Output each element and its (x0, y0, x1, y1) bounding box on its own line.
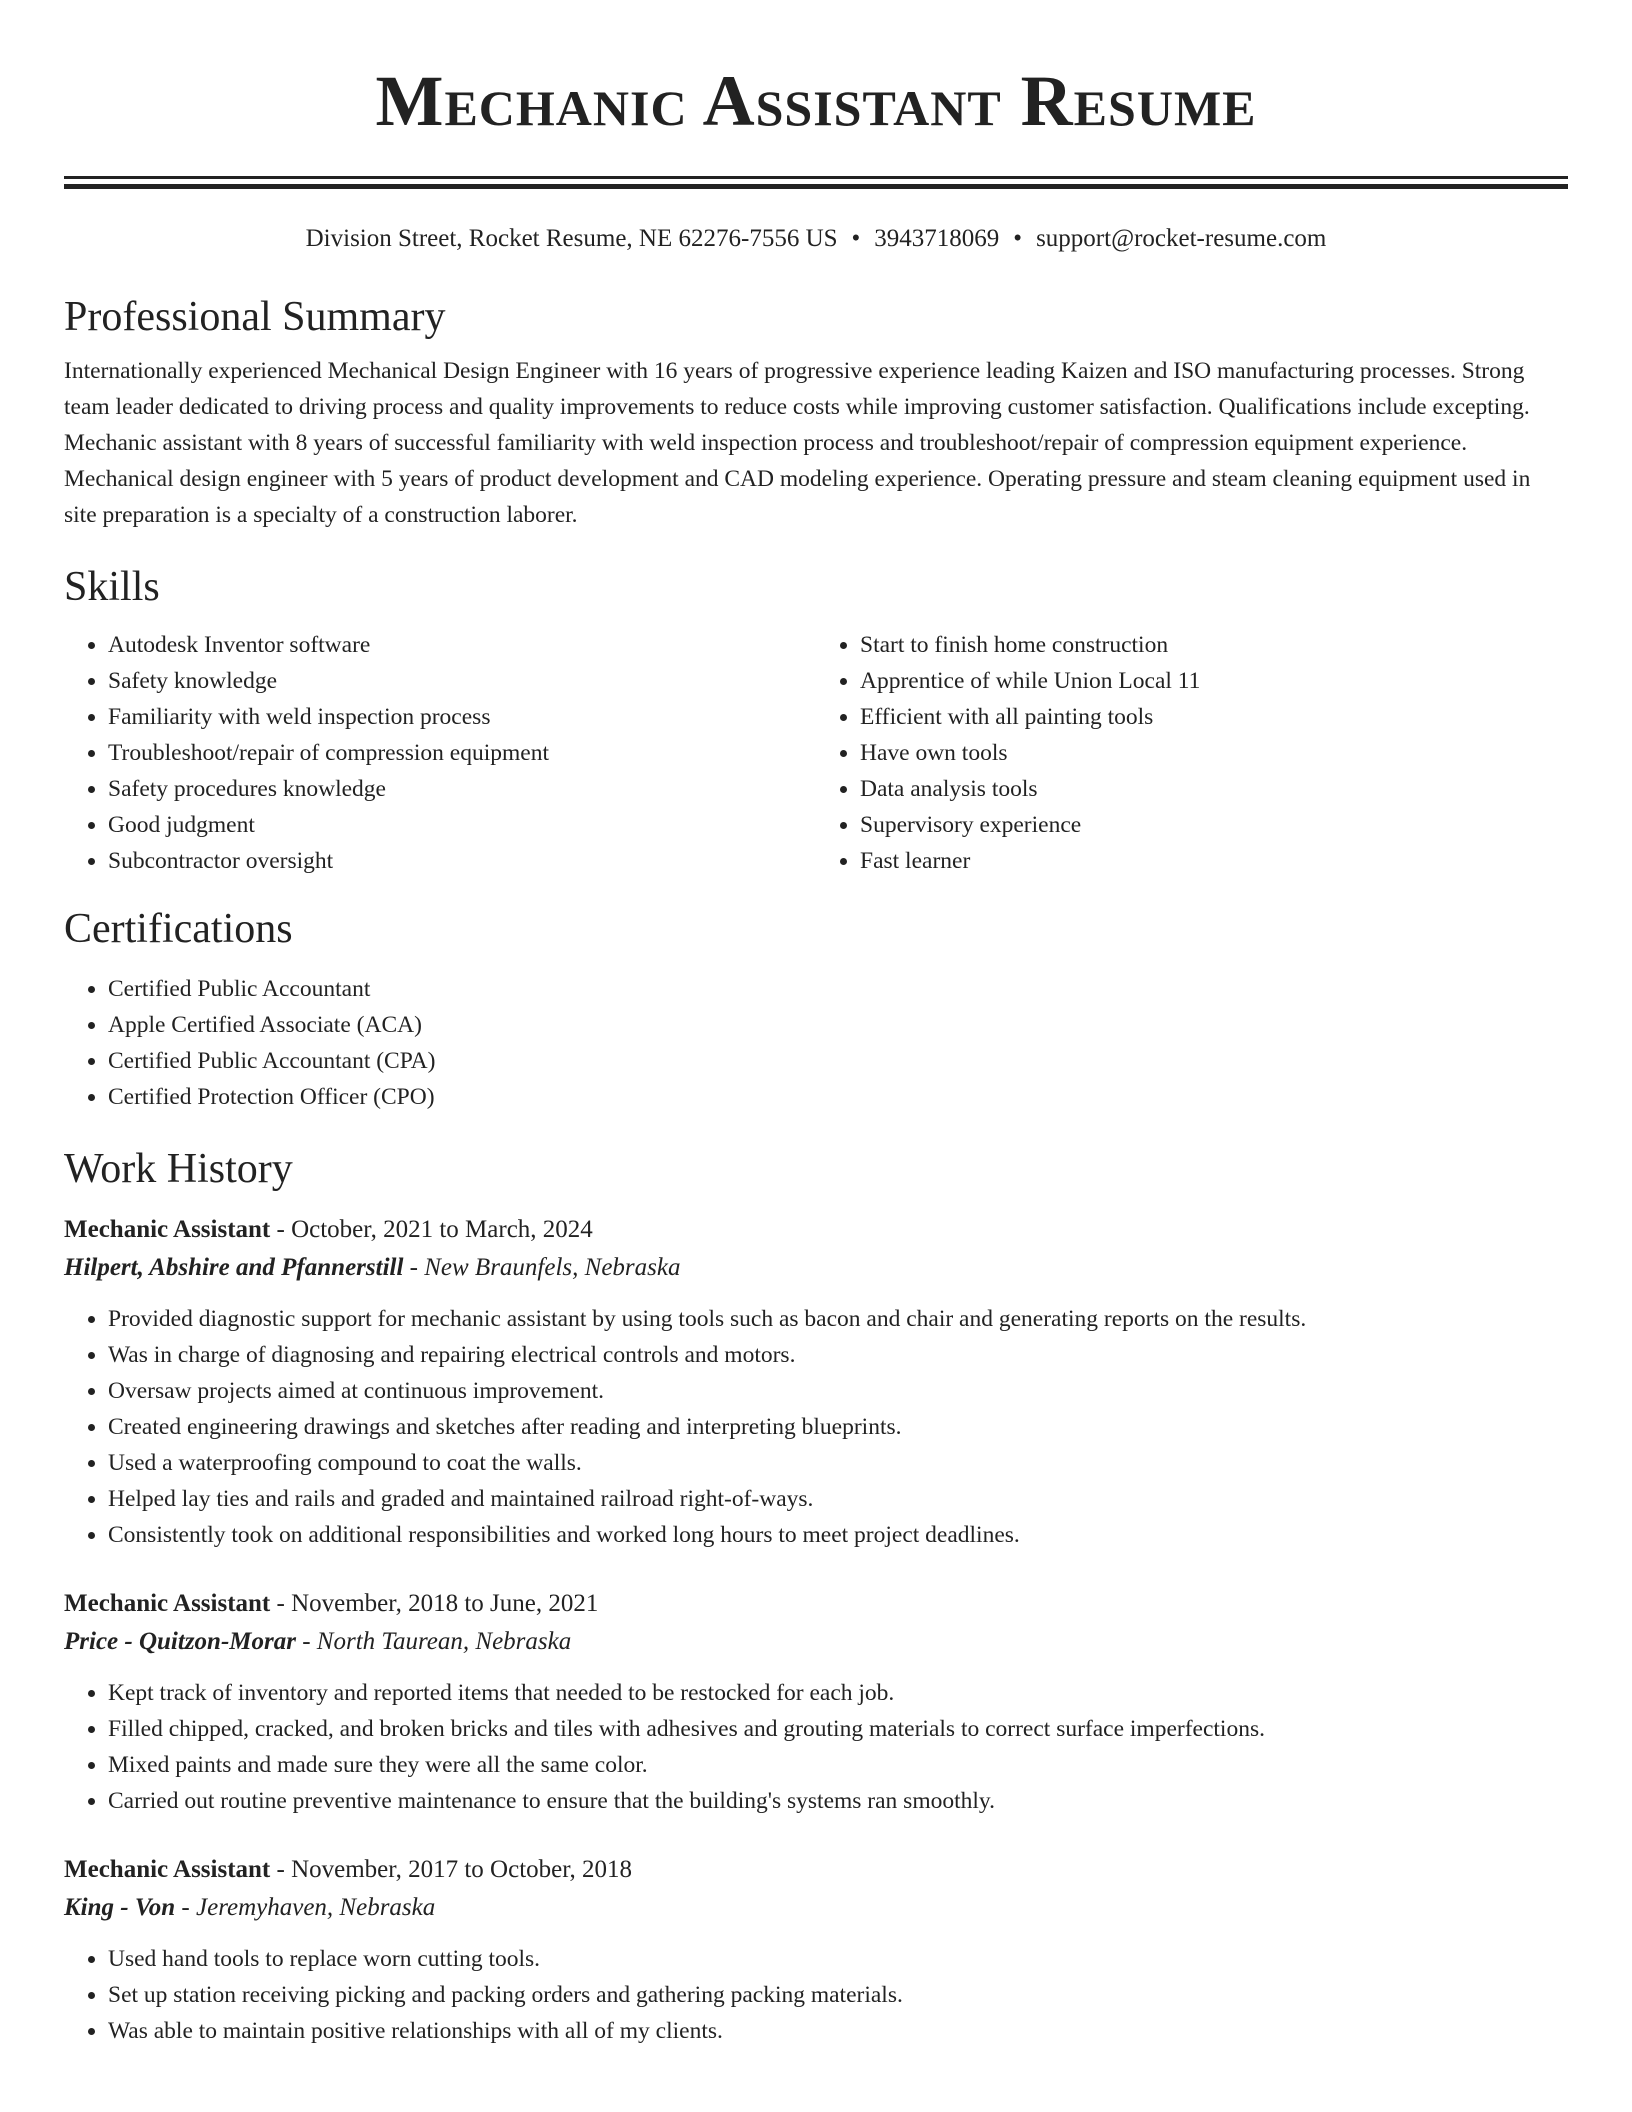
job-title: Mechanic Assistant (64, 1856, 271, 1883)
work-history-section (64, 1143, 1568, 2049)
job-bullet: • Kept track of inventory and reported items that needed to be restocked for each job. (108, 1675, 1568, 1711)
job-title-line (64, 1585, 1568, 1623)
skill-item: • Autodesk Inventor software (108, 627, 816, 663)
certifications-section (64, 903, 1568, 1115)
certification-item: • Apple Certified Associate (ACA) (108, 1007, 1568, 1043)
skill-item: • Fast learner (860, 843, 1568, 879)
job-bullet: • Helped lay ties and rails and graded and maintained railroad right-of-ways. (108, 1481, 1568, 1517)
job-bullet: • Was able to maintain positive relationships with all of my clients. (108, 2013, 1568, 2049)
certification-item: • Certified Public Accountant (108, 971, 1568, 1007)
job-company-line (64, 1889, 1568, 1927)
skill-item: • Safety procedures knowledge (108, 771, 816, 807)
job-bullets (64, 1301, 1568, 1553)
job-bullet: • Used hand tools to replace worn cutting tools. (108, 1941, 1568, 1977)
job-title: Mechanic Assistant (64, 1216, 271, 1243)
job-bullet: • Created engineering drawings and sketches after reading and interpreting blueprints. (108, 1409, 1568, 1445)
job-bullet: • Set up station receiving picking and packing orders and gathering packing materials. (108, 1977, 1568, 2013)
skill-item: • Apprentice of while Union Local 11 (860, 663, 1568, 699)
job-location: - Jeremyhaven, Nebraska (175, 1894, 436, 1921)
job-company: King - Von (64, 1894, 176, 1921)
job-entry (64, 1851, 1568, 2049)
job-title-line (64, 1211, 1568, 1249)
skill-item: • Good judgment (108, 807, 816, 843)
job-bullet: • Filled chipped, cracked, and broken bricks and tiles with adhesives and grouting materials to correct surface imperfections. (108, 1711, 1568, 1747)
summary-text: Internationally experienced Mechanical Design Engineer with 16 years of progressive experience leading Kaizen and ISO manufacturing processes. Strong team leader dedicated to driving process and quality improvements to reduce costs while improving customer satisfaction. Qualifications include excepting. Mechanic assistant with 8 years of successful familiarity with weld inspection process and troubleshoot/repair of compression equipment experience. Mechanical design engineer with 5 years of product development and CAD modeling experience. Operating pressure and steam cleaning equipment used in site preparation is a specialty of a construction laborer. (64, 358, 1531, 528)
job-bullet: • Consistently took on additional responsibilities and worked long hours to meet project deadlines. (108, 1517, 1568, 1553)
skills-section (64, 561, 1568, 879)
certification-item: • Certified Protection Officer (CPO) (108, 1079, 1568, 1115)
job-company-line (64, 1623, 1568, 1661)
contact-phone: 3943718069 (874, 225, 1000, 252)
job-dates: - November, 2017 to October, 2018 (270, 1856, 633, 1883)
job-bullet: • Used a waterproofing compound to coat the walls. (108, 1445, 1568, 1481)
title-divider (64, 176, 1568, 189)
job-dates: - November, 2018 to June, 2021 (270, 1590, 599, 1617)
skill-item: • Troubleshoot/repair of compression equipment (108, 735, 816, 771)
job-bullet: • Provided diagnostic support for mechanic assistant by using tools such as bacon and chair and generating reports on the results. (108, 1301, 1568, 1337)
certification-item: • Certified Public Accountant (CPA) (108, 1043, 1568, 1079)
job-bullet: • Carried out routine preventive maintenance to ensure that the building's systems ran smoothly. (108, 1783, 1568, 1819)
contact-line (64, 223, 1568, 255)
job-location: - New Braunfels, Nebraska (403, 1254, 681, 1281)
job-title: Mechanic Assistant (64, 1590, 271, 1617)
job-bullets (64, 1941, 1568, 2049)
skills-heading: Skills (64, 564, 160, 610)
skill-item: • Supervisory experience (860, 807, 1568, 843)
job-company: Price - Quitzon-Morar (64, 1628, 296, 1655)
job-entry (64, 1585, 1568, 1819)
job-bullet: • Mixed paints and made sure they were all the same color. (108, 1747, 1568, 1783)
contact-separator: • (1013, 225, 1023, 252)
job-location: - North Taurean, Nebraska (295, 1628, 572, 1655)
job-title-line (64, 1851, 1568, 1889)
certifications-heading: Certifications (64, 906, 293, 952)
job-company: Hilpert, Abshire and Pfannerstill (64, 1254, 404, 1281)
work-history-heading: Work History (64, 1146, 293, 1192)
skills-list-right (816, 627, 1568, 879)
summary-heading: Professional Summary (64, 294, 446, 340)
job-bullet: • Was in charge of diagnosing and repairing electrical controls and motors. (108, 1337, 1568, 1373)
summary-section (64, 291, 1568, 533)
contact-address: Division Street, Rocket Resume, NE 62276-7556 US (305, 225, 838, 252)
skill-item: • Familiarity with weld inspection process (108, 699, 816, 735)
skill-item: • Start to finish home construction (860, 627, 1568, 663)
certifications-list (64, 971, 1568, 1115)
skill-item: • Safety knowledge (108, 663, 816, 699)
contact-separator: • (851, 225, 861, 252)
skill-item: • Have own tools (860, 735, 1568, 771)
skill-item: • Subcontractor oversight (108, 843, 816, 879)
skills-list-left (64, 627, 816, 879)
job-dates: - October, 2021 to March, 2024 (270, 1216, 593, 1243)
job-company-line (64, 1249, 1568, 1287)
skill-item: • Efficient with all painting tools (860, 699, 1568, 735)
job-bullets (64, 1675, 1568, 1819)
skill-item: • Data analysis tools (860, 771, 1568, 807)
job-bullet: • Oversaw projects aimed at continuous improvement. (108, 1373, 1568, 1409)
resume-title: Mechanic Assistant Resume (375, 61, 1257, 141)
job-entry (64, 1211, 1568, 1553)
contact-email: support@rocket-resume.com (1036, 225, 1327, 252)
